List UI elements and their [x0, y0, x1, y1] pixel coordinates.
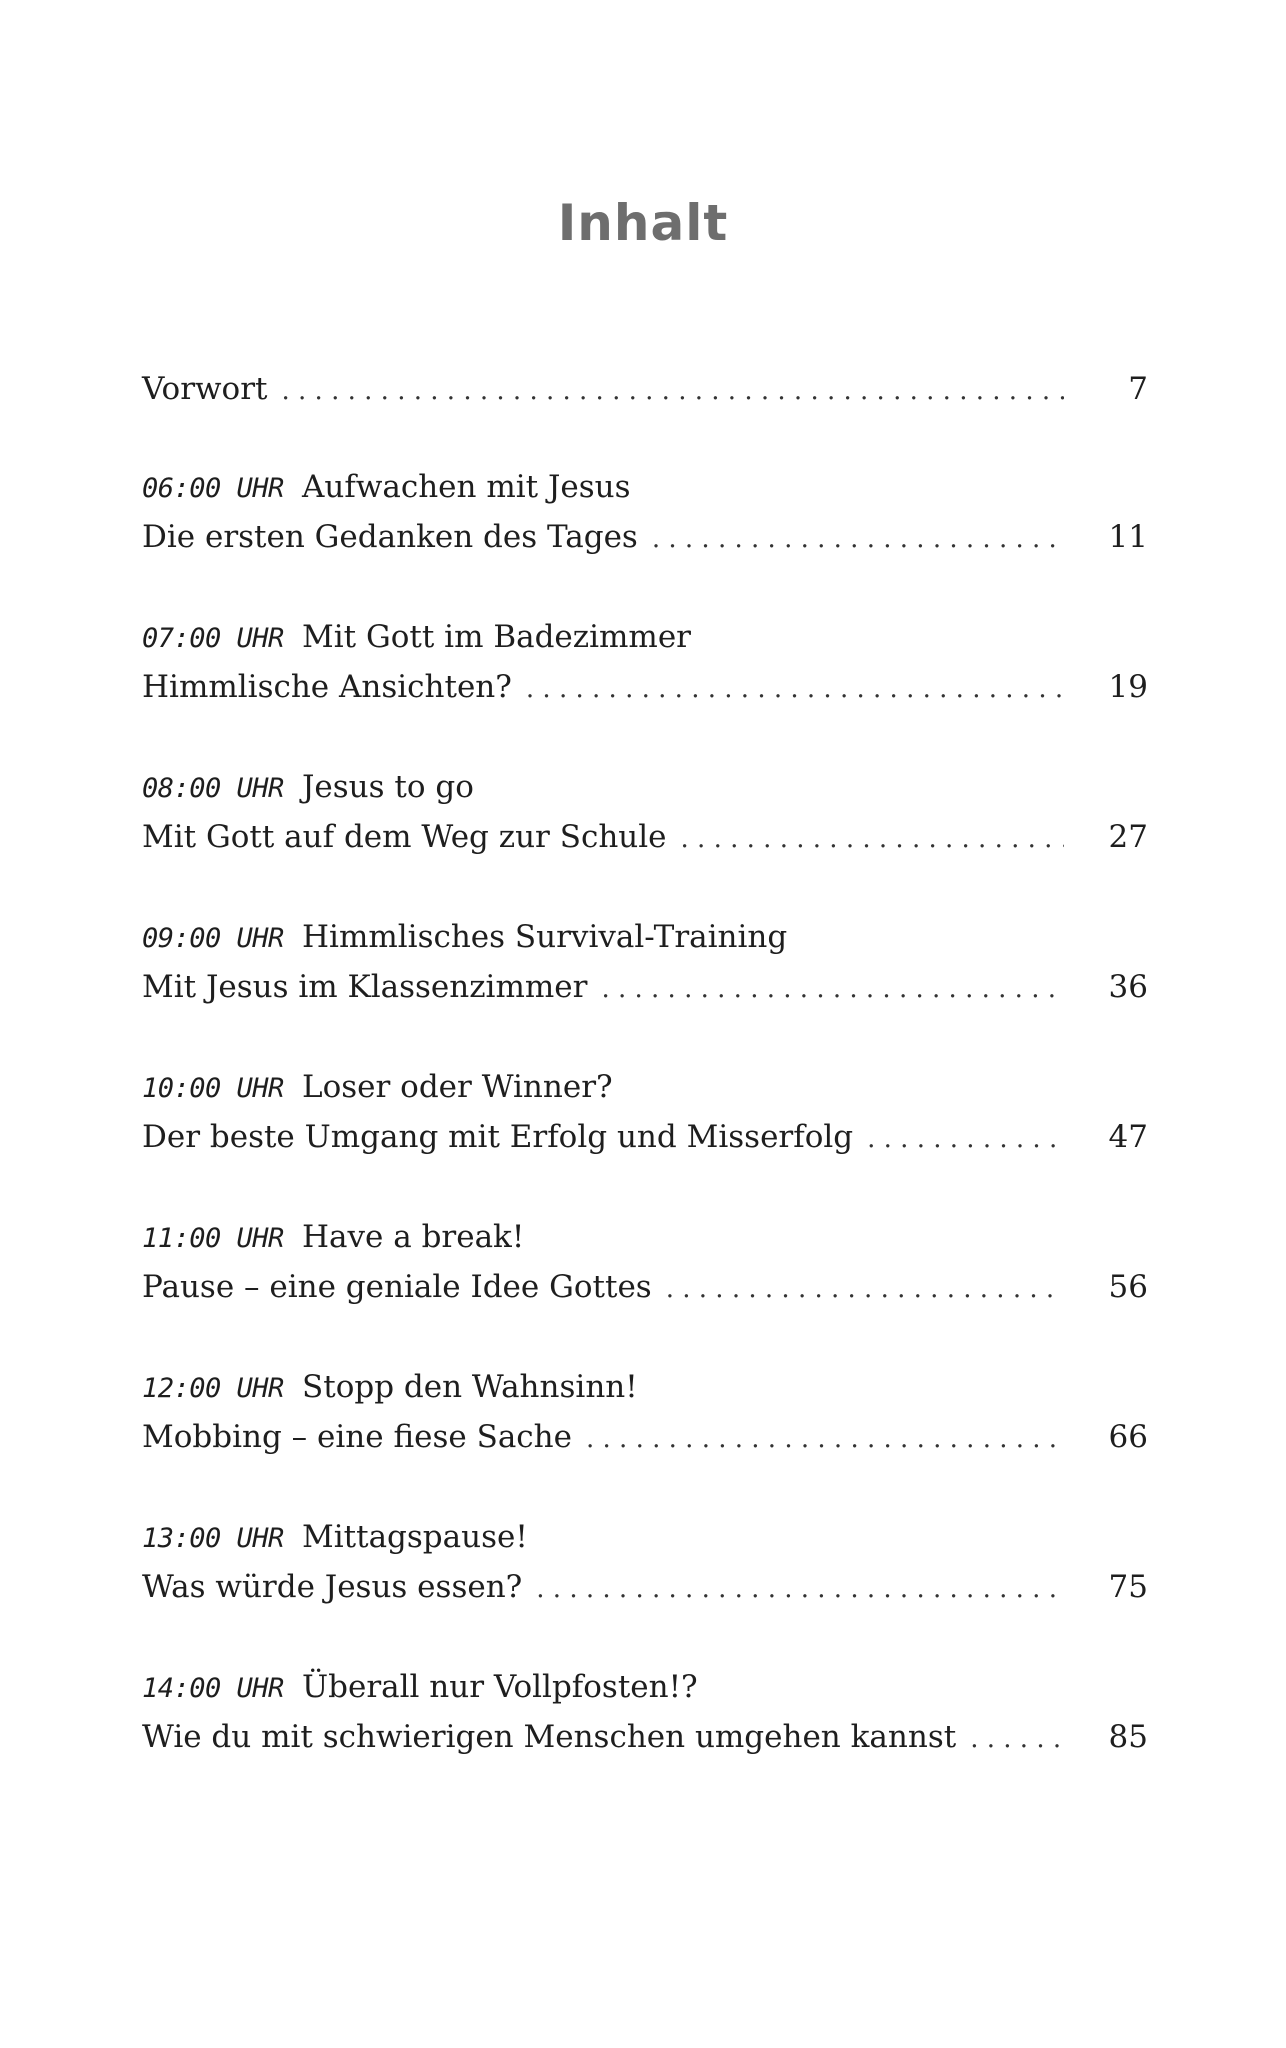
chapter-title: Aufwachen mit Jesus: [302, 469, 631, 505]
chapter-time: 06:00 UHR: [142, 473, 284, 504]
page-number: 56: [1108, 1269, 1148, 1305]
page-title: Inhalt: [557, 194, 729, 252]
dot-leader: [526, 664, 1064, 714]
toc-entry: [142, 1512, 1148, 1612]
page-number: 66: [1108, 1419, 1148, 1455]
chapter-title: Mit Gott im Badezimmer: [302, 619, 691, 655]
page-number: 19: [1108, 669, 1148, 705]
chapter-subtitle: Mobbing – eine fiese Sache: [142, 1419, 572, 1455]
toc-entry: [142, 612, 1148, 712]
toc-entry-vorwort: [142, 364, 1148, 414]
dot-leader: [666, 1264, 1064, 1314]
toc-entry-title: Vorwort: [142, 371, 268, 407]
chapter-heading-line: [142, 612, 1148, 662]
chapter-subtitle: Mit Gott auf dem Weg zur Schule: [142, 819, 667, 855]
chapter-subtitle: Mit Jesus im Klassenzimmer: [142, 969, 588, 1005]
page-number: 47: [1108, 1119, 1148, 1155]
chapter-time: 12:00 UHR: [142, 1373, 284, 1404]
chapter-title: Stopp den Wahnsinn!: [302, 1369, 638, 1405]
dot-leader: [970, 1714, 1064, 1764]
chapter-heading-line: [142, 1362, 1148, 1412]
page-number: 7: [1128, 371, 1148, 407]
chapter-subtitle: Wie du mit schwierigen Menschen umgehen kannst: [142, 1719, 957, 1755]
dot-leader: [681, 814, 1064, 864]
toc-line: [142, 364, 1148, 414]
chapter-time: 08:00 UHR: [142, 773, 284, 804]
chapter-heading-line: [142, 462, 1148, 512]
chapter-subtitle: Der beste Umgang mit Erfolg und Misserfolg: [142, 1119, 854, 1155]
chapter-title: Mittagspause!: [302, 1519, 528, 1555]
chapter-subtitle-line: [142, 812, 1148, 862]
table-of-contents: [142, 364, 1148, 1812]
dot-leader: [652, 514, 1064, 564]
toc-entry: [142, 1212, 1148, 1312]
chapter-heading-line: [142, 912, 1148, 962]
chapter-title: Überall nur Vollpfosten!?: [302, 1669, 698, 1705]
dot-leader: [601, 964, 1064, 1014]
chapter-heading-line: [142, 1662, 1148, 1712]
toc-entry: [142, 912, 1148, 1012]
chapter-heading-line: [142, 762, 1148, 812]
chapter-time: 09:00 UHR: [142, 923, 284, 954]
page-number: 75: [1108, 1569, 1148, 1605]
chapter-subtitle: Die ersten Gedanken des Tages: [142, 519, 638, 555]
chapter-heading-line: [142, 1062, 1148, 1112]
toc-entry: [142, 1662, 1148, 1762]
chapter-time: 13:00 UHR: [142, 1523, 284, 1554]
toc-entry: [142, 1362, 1148, 1462]
chapter-subtitle-line: [142, 512, 1148, 562]
chapter-subtitle: Was würde Jesus essen?: [142, 1569, 523, 1605]
dot-leader: [586, 1414, 1064, 1464]
chapter-subtitle: Pause – eine geniale Idee Gottes: [142, 1269, 652, 1305]
page-number: 85: [1108, 1719, 1148, 1755]
chapter-subtitle-line: [142, 962, 1148, 1012]
chapter-time: 11:00 UHR: [142, 1223, 284, 1254]
chapter-subtitle-line: [142, 1562, 1148, 1612]
chapter-time: 07:00 UHR: [142, 623, 284, 654]
dot-leader: [867, 1114, 1064, 1164]
page-number: 36: [1108, 969, 1148, 1005]
chapter-title: Loser oder Winner?: [302, 1069, 613, 1105]
dot-leader: [536, 1564, 1064, 1614]
page-number: 27: [1108, 819, 1148, 855]
chapter-subtitle-line: [142, 1412, 1148, 1462]
chapter-heading-line: [142, 1212, 1148, 1262]
chapter-time: 10:00 UHR: [142, 1073, 284, 1104]
chapter-heading-line: [142, 1512, 1148, 1562]
toc-entry: [142, 1062, 1148, 1162]
chapter-subtitle-line: [142, 1712, 1148, 1762]
chapter-subtitle-line: [142, 1112, 1148, 1162]
chapter-subtitle-line: [142, 662, 1148, 712]
chapter-title: Himmlisches Survival-Training: [302, 919, 788, 955]
chapter-title: Have a break!: [302, 1219, 525, 1255]
chapter-subtitle-line: [142, 1262, 1148, 1312]
chapter-time: 14:00 UHR: [142, 1673, 284, 1704]
page-number: 11: [1108, 519, 1148, 555]
toc-entry: [142, 762, 1148, 862]
chapter-title: Jesus to go: [302, 769, 474, 805]
dot-leader: [282, 366, 1065, 416]
toc-entry: [142, 462, 1148, 562]
chapter-subtitle: Himmlische Ansichten?: [142, 669, 512, 705]
